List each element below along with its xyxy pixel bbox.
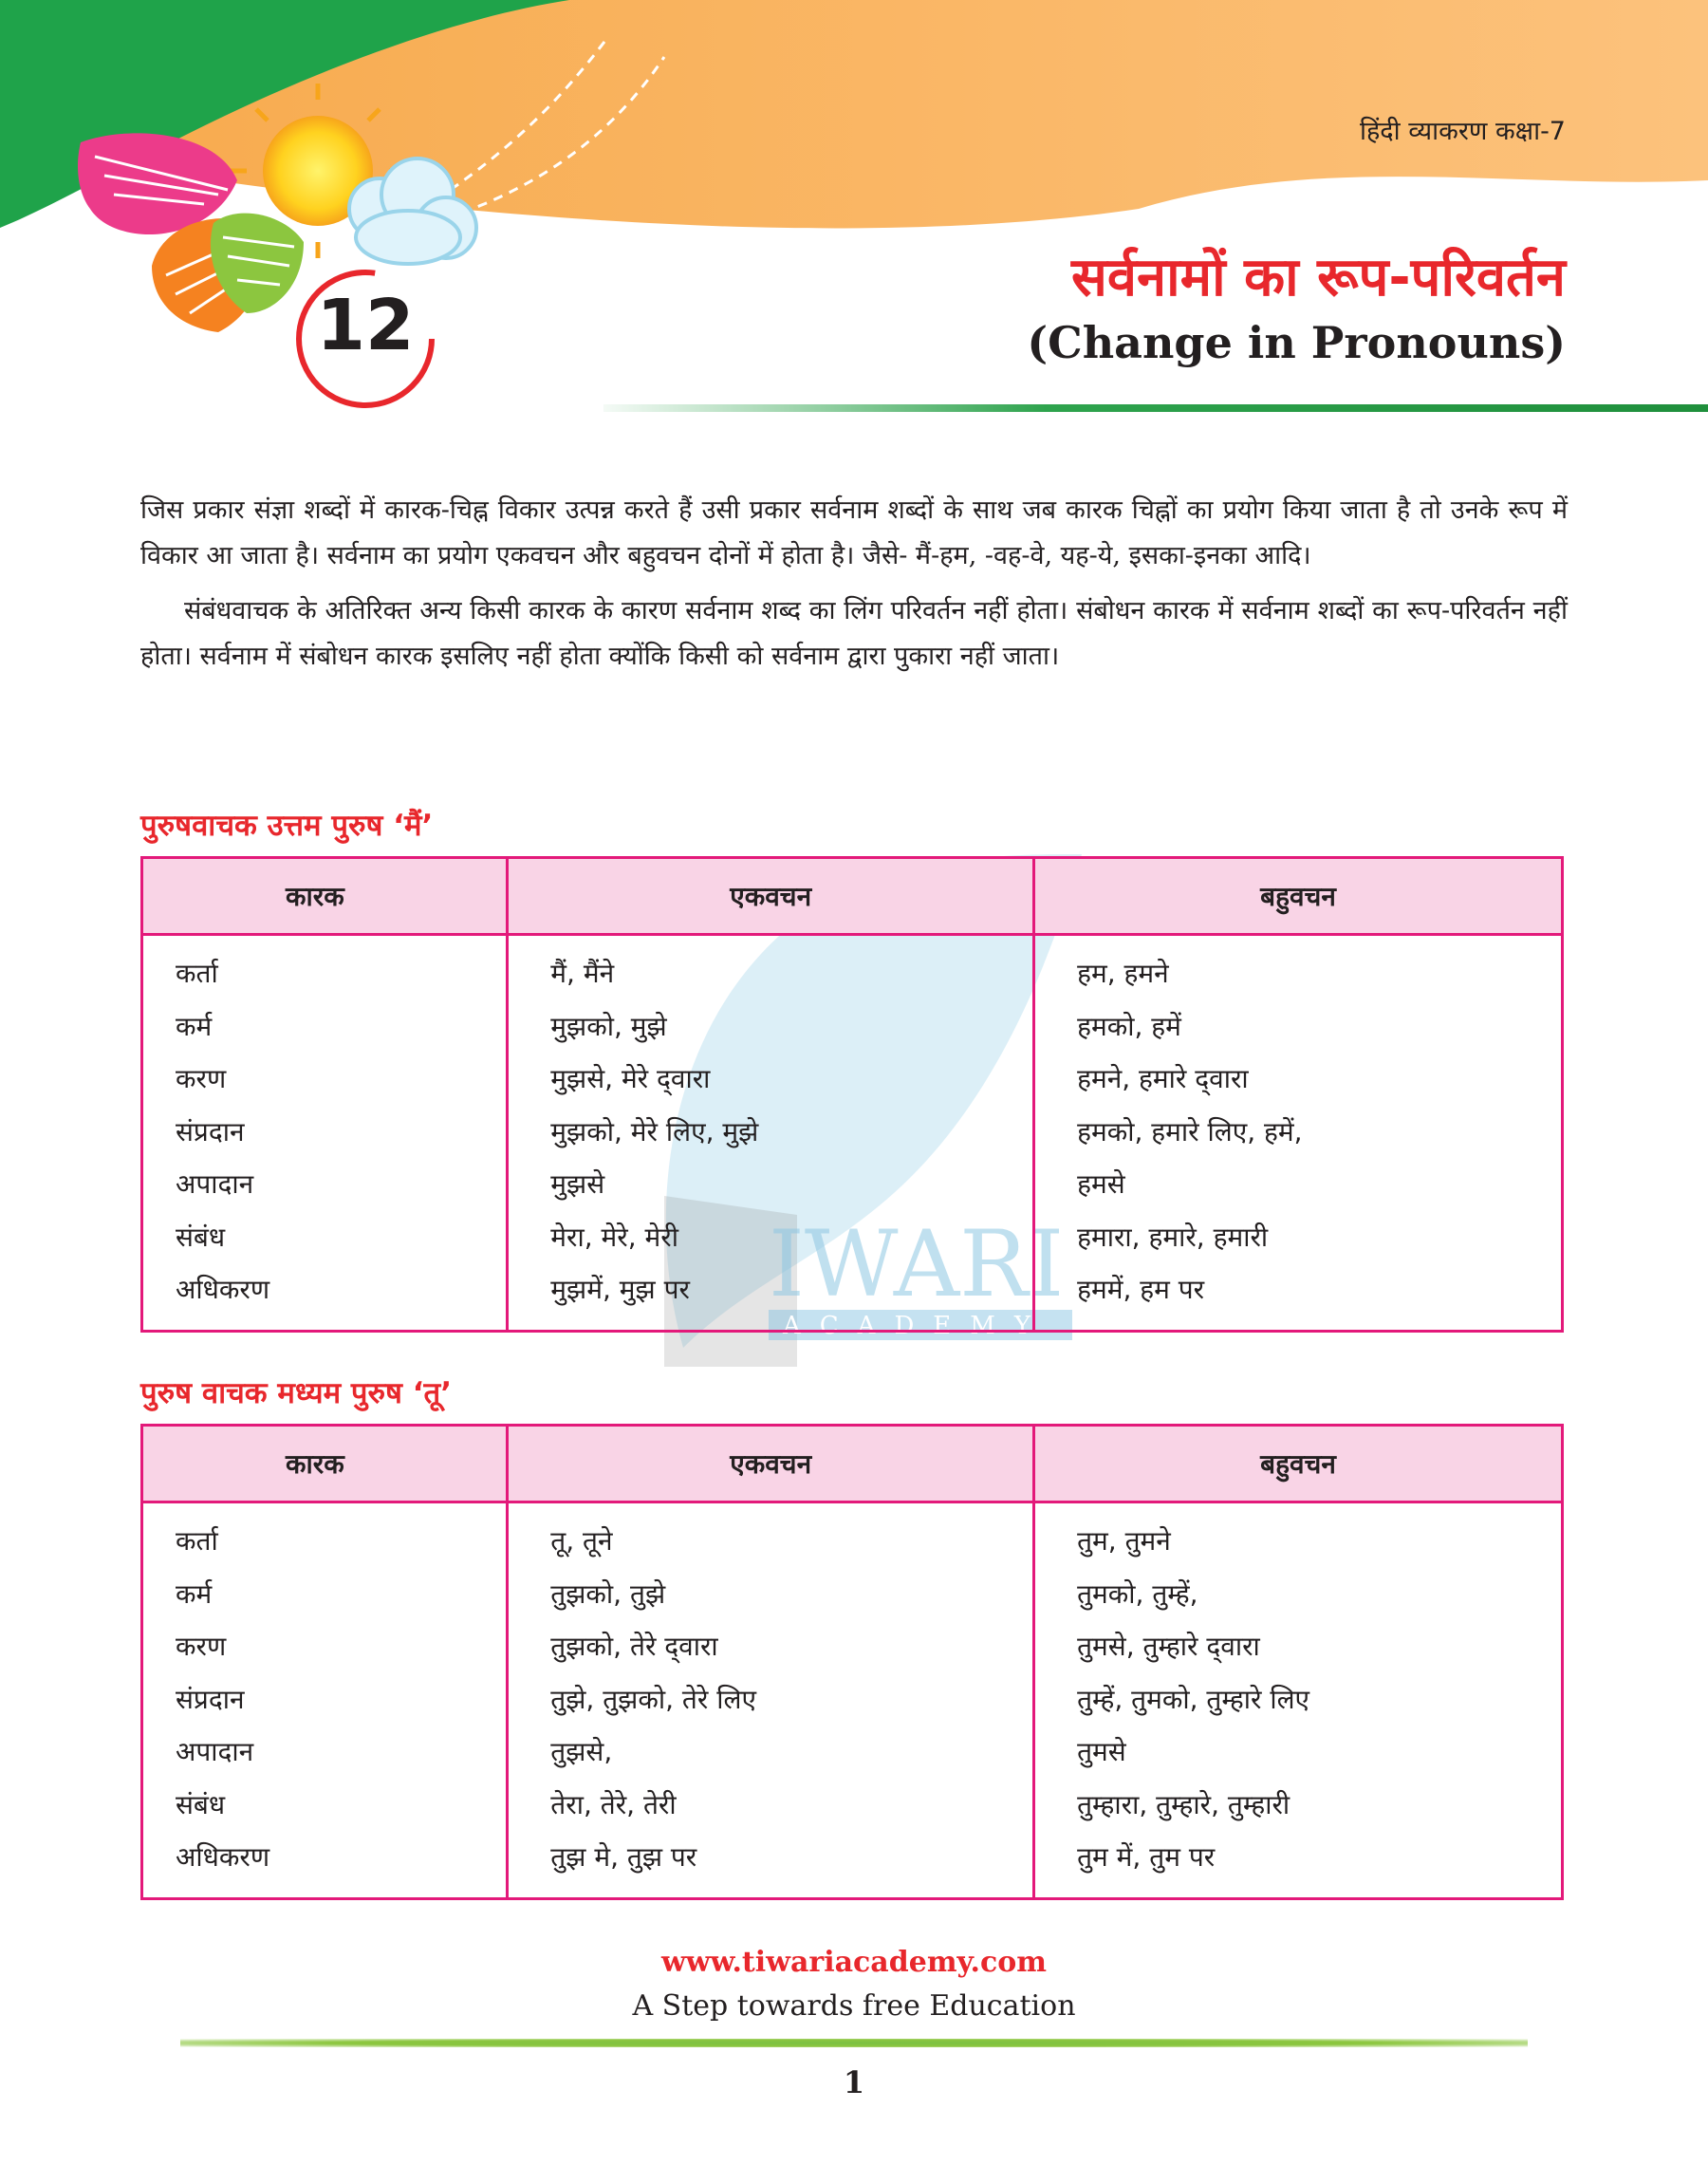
table-cell: मुझसे [550,1168,605,1200]
column-header-ekvachan: एकवचन [508,1426,1034,1502]
table-header-row [142,858,1563,935]
table-cell: तू, तूने [550,1525,613,1557]
pronoun-table-2 [140,1424,1564,1900]
table-cell: तुझे, तुझको, तेरे लिए [550,1683,756,1715]
table-cell: संबंध [176,1788,226,1820]
table-cell: मुझको, मुझे [550,1010,667,1042]
column-header-ekvachan: एकवचन [508,858,1034,935]
table-cell: तुमको, तुम्हें, [1077,1577,1198,1610]
table-cell: करण [176,1631,227,1662]
table-cell: संप्रदान [176,1115,245,1147]
karak-column [142,1502,508,1899]
table-cell: मैं, मैंने [550,958,615,989]
table-cell: मुझको, मेरे लिए, मुझे [550,1115,759,1147]
pronoun-table-1 [140,856,1564,1333]
chapter-number: 12 [316,285,415,366]
table-cell: मेरा, मेरे, मेरी [550,1221,678,1253]
table-cell: अधिकरण [176,1841,270,1873]
table-cell: तुम, तुमने [1077,1525,1171,1557]
table-header-row [142,1426,1563,1502]
bahuvachan-column [1034,1502,1563,1899]
bahuvachan-column [1034,935,1563,1332]
footer-tagline: A Step towards free Education [632,1989,1076,2023]
header-banner [0,0,1708,437]
table-cell: कर्ता [176,1525,218,1557]
header-divider [603,404,1708,412]
intro-paragraph-2: संबंधवाचक के अतिरिक्त अन्य किसी कारक के कारण सर्वनाम शब्द का लिंग परिवर्तन नहीं होता। संबोधन कारक में सर्वनाम शब्दों का रूप-परिवर्तन नहीं होता। सर्वनाम में संबोधन कारक इसलिए नहीं होता क्योंकि किसी को सर्वनाम द्वारा पुकारा नहीं जाता। [140,596,1568,671]
column-header-karak: कारक [142,858,508,935]
ekvachan-column [508,935,1034,1332]
footer-website-link[interactable]: www.tiwariacademy.com [660,1946,1048,1979]
table-cell: तुझ मे, तुझ पर [550,1841,697,1873]
table-cell: तुझको, तुझे [550,1577,666,1610]
chapter-title-hindi: सर्वनामों का रूप-परिवर्तन [1071,247,1566,308]
table-cell: हमारा, हमारे, हमारी [1077,1221,1269,1253]
karak-column [142,935,508,1332]
book-title: हिंदी व्याकरण कक्षा-7 [1359,117,1566,146]
column-header-karak: कारक [142,1426,508,1502]
table-cell: मुझसे, मेरे द्‌वारा [550,1063,711,1094]
table-cell: हमसे [1077,1168,1125,1200]
table-cell: हम, हमने [1077,958,1169,989]
table-cell: तुम में, तुम पर [1077,1841,1216,1873]
table-cell: करण [176,1063,227,1094]
watermark-line1: IWARI [769,1211,1065,1317]
table-cell: तुमसे [1077,1736,1126,1767]
table-cell: कर्म [176,1010,213,1042]
table-cell: तुम्हारा, तुम्हारे, तुम्हारी [1077,1788,1290,1820]
column-header-bahuvachan: बहुवचन [1034,1426,1563,1502]
table-cell: अधिकरण [176,1274,270,1305]
chapter-title-english: (Change in Pronouns) [1027,317,1566,368]
table-body-row [142,935,1563,1332]
column-header-bahuvachan: बहुवचन [1034,858,1563,935]
table-cell: मुझमें, मुझ पर [550,1274,690,1305]
footer-divider [180,2039,1528,2047]
table-cell: संप्रदान [176,1683,245,1715]
table-cell: तुझसे, [550,1736,613,1767]
table-cell: तुझको, तेरे द्‌वारा [550,1631,718,1662]
table-cell: अपादान [176,1168,254,1200]
intro-text [140,488,1568,689]
table-cell: कर्म [176,1577,213,1610]
table-cell: हममें, हम पर [1077,1274,1205,1305]
table-cell: तुम्हें, तुमको, तुम्हारे लिए [1077,1683,1310,1715]
table-cell: हमको, हमारे लिए, हमें, [1077,1115,1303,1147]
section-heading-2: पुरुष वाचक मध्यम पुरुष ‘तू’ [140,1376,452,1410]
table-cell: हमको, हमें [1077,1010,1181,1042]
table-cell: संबंध [176,1221,226,1253]
table-body-row [142,1502,1563,1899]
table-cell: अपादान [176,1736,254,1767]
table-cell: तुमसे, तुम्हारे द्‌वारा [1077,1631,1260,1662]
table-cell: हमने, हमारे द्‌वारा [1077,1063,1249,1094]
watermark-line2: ACADEMY [783,1312,1050,1340]
table-cell: कर्ता [176,958,218,989]
page-number: 1 [843,2064,865,2100]
ekvachan-column [508,1502,1034,1899]
table-cell: तेरा, तेरे, तेरी [550,1788,677,1820]
section-heading-1: पुरुषवाचक उत्तम पुरुष ‘मैं’ [140,809,434,843]
intro-paragraph-1: जिस प्रकार संज्ञा शब्दों में कारक-चिह्न विकार उत्पन्न करते हैं उसी प्रकार सर्वनाम शब्दों के साथ जब कारक चिह्नों का प्रयोग किया जाता है तो उनके रूप में विकार आ जाता है। सर्वनाम का प्रयोग एकवचन और बहुवचन दोनों में होता है। जैसे- मैं-हम, -वह-वे, यह-ये, इसका-इनका आदि। [140,495,1568,570]
